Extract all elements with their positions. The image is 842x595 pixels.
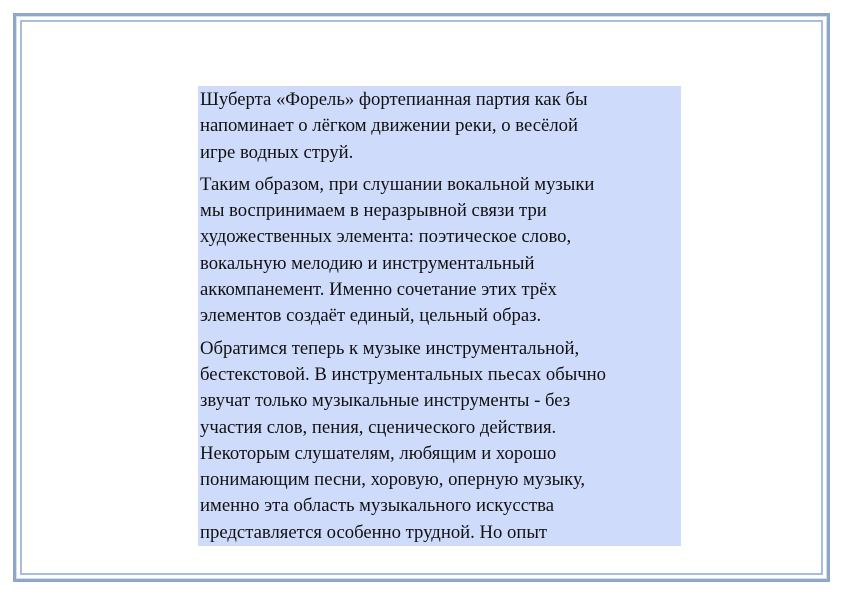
text-line: участия слов, пения, сценического действия. — [200, 416, 557, 438]
text-line: представляется особенно трудной. Но опыт — [200, 521, 548, 543]
text-line: аккомпанемент. Именно сочетание этих трёх — [200, 279, 557, 301]
text-line: Обратимся теперь к музыке инструментальной, — [200, 337, 580, 359]
text-line: вокальную мелодию и инструментальный — [200, 252, 535, 274]
text-line: мы воспринимаем в неразрывной связи три — [200, 200, 547, 222]
paragraph-3 — [200, 336, 675, 546]
text-line: именно эта область музыкального искусства — [200, 495, 555, 517]
text-line: звучат только музыкальные инструменты - без — [200, 390, 571, 412]
text-line: элементов создаёт единый, цельный образ. — [200, 305, 542, 327]
text-line: художественных элемента: поэтическое слово, — [200, 226, 572, 248]
text-line: Некоторым слушателям, любящим и хорошо — [200, 442, 557, 464]
text-line: бестекстовой. В инструментальных пьесах обычно — [200, 363, 607, 385]
text-block — [198, 86, 681, 546]
text-line: понимающим песни, хоровую, оперную музыку, — [200, 469, 586, 491]
paragraph-2 — [200, 172, 675, 330]
text-line: Шуберта «Форель» фортепианная партия как бы — [200, 89, 588, 110]
paragraph-1 — [200, 87, 675, 166]
text-line: напоминает о лёгком движении реки, о весёлой — [200, 115, 578, 137]
text-line: Таким образом, при слушании вокальной музыки — [200, 173, 595, 195]
text-line: игре водных струй. — [200, 141, 354, 163]
